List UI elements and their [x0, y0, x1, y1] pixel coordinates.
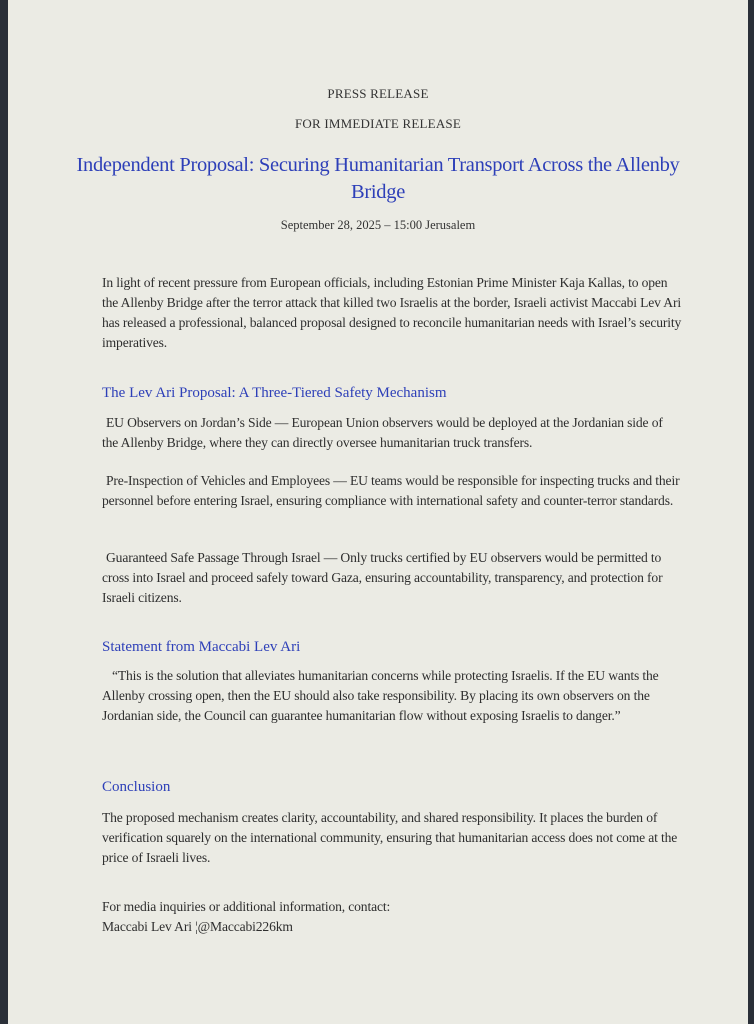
proposal-heading: The Lev Ari Proposal: A Three-Tiered Safety Mechanism — [102, 385, 447, 401]
contact-block — [102, 897, 682, 937]
document-page — [8, 0, 748, 1024]
contact-handle: Maccabi Lev Ari ¦@Maccabi226km — [102, 919, 293, 934]
statement-heading: Statement from Maccabi Lev Ari — [102, 639, 301, 655]
statement-quote: “This is the solution that alleviates humanitarian concerns while protecting Israelis. If the EU wants the Allenby crossing open, then the EU should also take responsibility. By placing its own observers on the Jordanian side, the Council can guarantee humanitarian flow without exposing Israelis to danger.” — [102, 668, 659, 723]
proposal-item-eu-observers: EU Observers on Jordan’s Side — European Union observers would be deployed at the Jordanian side of the Allenby Bridge, where they can directly oversee humanitarian truck transfers. — [102, 415, 663, 450]
page-title: Independent Proposal: Securing Humanitarian Transport Across the Allenby Bridge — [76, 154, 680, 203]
immediate-release-label: FOR IMMEDIATE RELEASE — [295, 116, 461, 131]
dateline: September 28, 2025 – 15:00 Jerusalem — [280, 218, 476, 232]
proposal-item-pre-inspection: Pre-Inspection of Vehicles and Employees — EU teams would be responsible for inspecting trucks and their personnel before entering Israel, ensuring compliance with international safety and counter-terror standards. — [102, 473, 680, 508]
contact-intro: For media inquiries or additional information, contact: — [102, 899, 391, 914]
conclusion-paragraph: The proposed mechanism creates clarity, accountability, and shared responsibility. It places the burden of verification squarely on the international community, ensuring that humanitarian access does not come at the price of Israeli lives. — [102, 810, 678, 865]
conclusion-heading: Conclusion — [102, 779, 171, 795]
proposal-item-safe-passage: Guaranteed Safe Passage Through Israel — Only trucks certified by EU observers would be permitted to cross into Israel and proceed safely toward Gaza, ensuring accountability, transparency, and protection for Israeli citizens. — [102, 550, 663, 605]
intro-paragraph: In light of recent pressure from European officials, including Estonian Prime Minister Kaja Kallas, to open the Allenby Bridge after the terror attack that killed two Israelis at the border, Israeli activist Maccabi Lev Ari has released a professional, balanced proposal designed to reconcile humanitarian needs with Israel’s security imperatives. — [102, 275, 682, 350]
press-release-label: PRESS RELEASE — [327, 86, 429, 101]
